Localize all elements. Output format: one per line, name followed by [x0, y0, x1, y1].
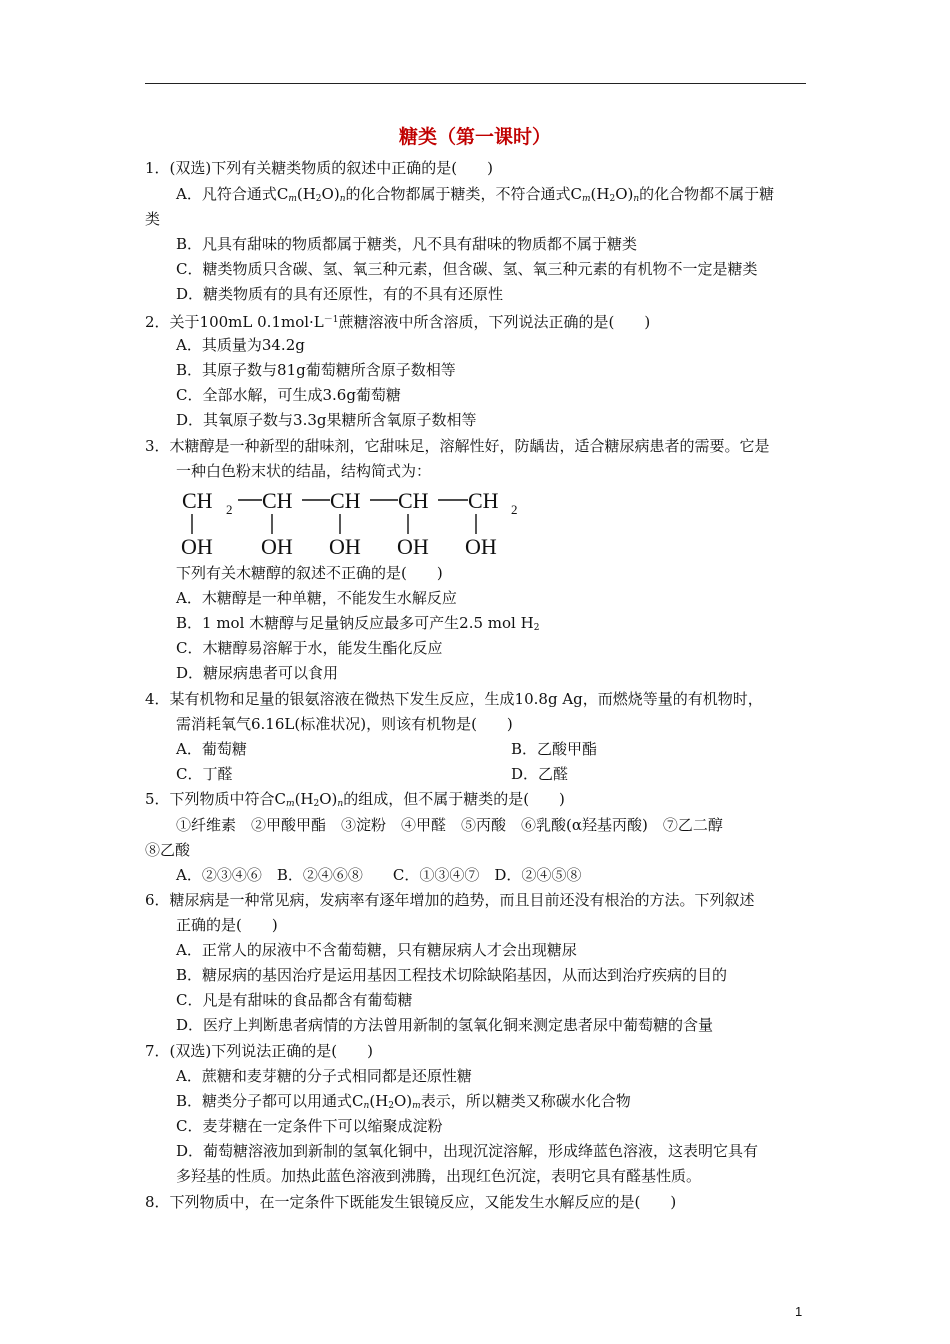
struct-ch-2: CH — [330, 488, 361, 513]
page-title: 糖类（第一课时） — [398, 126, 551, 148]
q4-option-d: D．乙醛 — [511, 765, 569, 783]
q1-option-d: D．糖类物质有的具有还原性，有的不具有还原性 — [176, 285, 504, 303]
q3-stem-line1: 3．木糖醇是一种新型的甜味剂，它甜味足，溶解性好，防龋齿，适合糖尿病患者的需要。它是 — [145, 437, 770, 455]
header-rule — [145, 83, 806, 84]
q4-option-b: B．乙酸甲酯 — [511, 740, 598, 758]
q7-option-a: A．蔗糖和麦芽糖的分子式相同都是还原性糖 — [176, 1067, 472, 1085]
q7-option-d-line1: D．葡萄糖溶液加到新制的氢氧化铜中，出现沉淀溶解，形成绛蓝色溶液，这表明它具有 — [176, 1142, 759, 1160]
q7-option-c: C．麦芽糖在一定条件下可以缩聚成淀粉 — [176, 1117, 443, 1135]
struct-ch2-right: CH — [468, 488, 499, 513]
q4-option-a: A．葡萄糖 — [176, 740, 247, 758]
struct-ch2-right-sub: 2 — [511, 502, 518, 517]
q7-stem: 7．(双选)下列说法正确的是( ) — [145, 1042, 373, 1060]
q6-stem-line1: 6．糖尿病是一种常见病，发病率有逐年增加的趋势，而且目前还没有根治的方法。下列叙述 — [145, 891, 755, 909]
q2-option-c: C．全部水解，可生成3.6g葡萄糖 — [176, 386, 401, 404]
q8-stem: 8．下列物质中，在一定条件下既能发生银镜反应，又能发生水解反应的是( ) — [145, 1193, 677, 1211]
q6-option-c: C．凡是有甜味的食品都含有葡萄糖 — [176, 991, 413, 1009]
q2-option-a: A．其质量为34.2g — [176, 336, 305, 354]
q1-option-a: A．凡符合通式$C_m(H_2O)_n$的化合物都属于糖类，不符合通式$C_m(H_2O)_n$的化合物都不属于糖 — [176, 185, 775, 204]
q3-option-d: D．糖尿病患者可以食用 — [176, 664, 339, 682]
q1-option-b: B．凡具有甜味的物质都属于糖类，凡不具有甜味的物质都不属于糖类 — [176, 235, 638, 253]
q2-option-b: B．其原子数与81g葡萄糖所含原子数相等 — [176, 361, 456, 379]
q2-option-d: D．其氧原子数与3.3g果糖所含氧原子数相等 — [176, 411, 477, 429]
q4-stem-line2: 需消耗氧气6.16L(标准状况)，则该有机物是( ) — [176, 715, 513, 733]
q7-option-b: B．糖类分子都可以用通式$C_n(H_2O)_m$表示，所以糖类又称碳水化合物 — [176, 1092, 631, 1111]
q3-option-b: B．1 mol 木糖醇与足量钠反应最多可产生2.5 mol $H_2$ — [176, 614, 540, 633]
q3-stem-line2: 一种白色粉末状的结晶，结构简式为： — [176, 462, 432, 480]
q5-items-line1: ①纤维素 ②甲酸甲酯 ③淀粉 ④甲醛 ⑤丙酸 ⑥乳酸(α羟基丙酸) ⑦乙二醇 — [176, 816, 723, 834]
q7-option-d-line2: 多羟基的性质。加热此蓝色溶液到沸腾，出现红色沉淀，表明它具有醛基性质。 — [176, 1167, 702, 1185]
struct-oh-1: OH — [181, 534, 213, 559]
q3-option-a: A．木糖醇是一种单糖，不能发生水解反应 — [176, 589, 457, 607]
q6-stem-line2: 正确的是( ) — [176, 916, 278, 934]
xylitol-structure — [178, 486, 538, 560]
struct-ch-1: CH — [262, 488, 293, 513]
struct-ch2-left: CH — [182, 488, 213, 513]
q6-option-a: A．正常人的尿液中不含葡萄糖，只有糖尿病人才会出现糖尿 — [176, 941, 577, 959]
q1-stem: 1．(双选)下列有关糖类物质的叙述中正确的是( ) — [145, 159, 493, 177]
struct-ch-3: CH — [398, 488, 429, 513]
q2-stem: 2．关于100mL $0.1mol\cdot L^{-1}$蔗糖溶液中所含溶质，下列说法正确的是( ) — [145, 313, 651, 331]
q4-option-c: C．丁醛 — [176, 765, 233, 783]
q3-option-c: C．木糖醇易溶解于水，能发生酯化反应 — [176, 639, 443, 657]
q4-stem-line1: 4．某有机物和足量的银氨溶液在微热下发生反应，生成10.8g Ag，而燃烧等量的有机物时， — [145, 690, 763, 708]
q1-option-a-wrap: 类 — [145, 210, 161, 228]
q5-stem: 5．下列物质中符合$C_m(H_2O)_n$的组成，但不属于糖类的是( ) — [145, 790, 565, 809]
q1-option-c: C．糖类物质只含碳、氢、氧三种元素，但含碳、氢、氧三种元素的有机物不一定是糖类 — [176, 260, 758, 278]
struct-oh-5: OH — [465, 534, 497, 559]
struct-oh-2: OH — [261, 534, 293, 559]
struct-oh-4: OH — [397, 534, 429, 559]
q5-options: A．②③④⑥ B．②④⑥⑧ C．①③④⑦ D．②④⑤⑧ — [176, 866, 582, 884]
q5-items-line2: ⑧乙酸 — [145, 841, 191, 859]
q3-ask: 下列有关木糖醇的叙述不正确的是( ) — [176, 564, 443, 582]
page-number: 1 — [795, 1304, 803, 1319]
q6-option-d: D．医疗上判断患者病情的方法曾用新制的氢氧化铜来测定患者尿中葡萄糖的含量 — [176, 1016, 714, 1034]
struct-oh-3: OH — [329, 534, 361, 559]
struct-ch2-left-sub: 2 — [226, 502, 233, 517]
q6-option-b: B．糖尿病的基因治疗是运用基因工程技术切除缺陷基因，从而达到治疗疾病的目的 — [176, 966, 728, 984]
